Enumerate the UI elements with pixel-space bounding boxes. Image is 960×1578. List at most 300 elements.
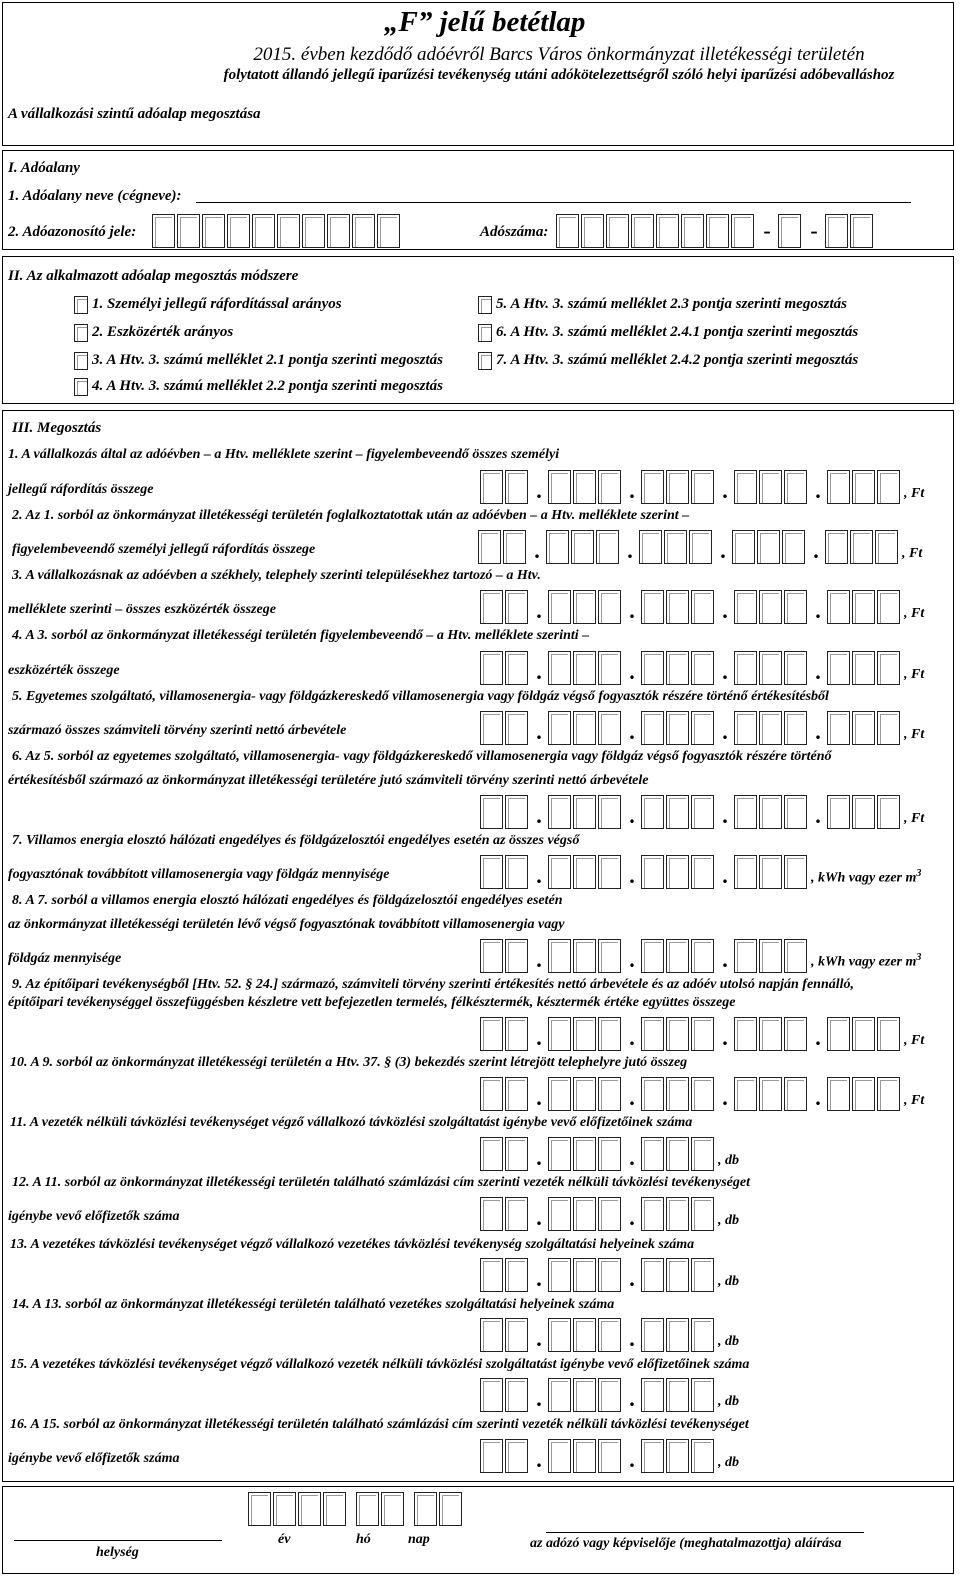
method-checkbox-5[interactable] (478, 296, 492, 314)
digit-box[interactable] (480, 855, 503, 889)
digit-box[interactable] (548, 1017, 571, 1051)
digit-box[interactable] (877, 470, 900, 504)
digit-box[interactable] (666, 1439, 689, 1473)
row-13-count-field[interactable] (480, 1256, 739, 1292)
digit-box[interactable] (691, 1258, 714, 1292)
signature-field[interactable] (546, 1518, 864, 1533)
digit-box[interactable] (691, 711, 714, 745)
digit-box[interactable] (505, 855, 528, 889)
digit-box[interactable] (641, 711, 664, 745)
digit-box[interactable] (666, 470, 689, 504)
thousands-separator: . (536, 1025, 542, 1050)
digit-box[interactable] (666, 1258, 689, 1292)
date-field[interactable] (248, 1490, 464, 1526)
digit-box[interactable] (598, 795, 621, 829)
digit-box[interactable] (664, 530, 687, 564)
digit-box[interactable] (505, 470, 528, 504)
digit-box[interactable] (666, 1077, 689, 1111)
digit-box[interactable] (352, 214, 375, 248)
digit-box[interactable] (177, 214, 200, 248)
digit-box[interactable] (691, 939, 714, 973)
digit-box[interactable] (827, 470, 850, 504)
digit-box[interactable] (827, 1017, 850, 1051)
method-option-1: 1. Személyi jellegű ráfordítással arányos (92, 296, 342, 312)
digit-box[interactable] (505, 939, 528, 973)
method-option-6: 6. A Htv. 3. számú melléklet 2.4.1 pontja szerinti megosztás (496, 324, 859, 340)
digit-box[interactable] (505, 651, 528, 685)
digit-box[interactable] (505, 590, 528, 624)
page-title: „F” jelű betétlap (384, 6, 586, 38)
method-checkbox-2[interactable] (74, 324, 88, 342)
digit-box[interactable] (641, 1258, 664, 1292)
digit-box[interactable] (877, 1077, 900, 1111)
digit-box[interactable] (548, 1318, 571, 1352)
digit-box[interactable] (505, 795, 528, 829)
digit-box[interactable] (656, 214, 679, 248)
digit-box[interactable] (573, 939, 596, 973)
digit-box[interactable] (598, 1197, 621, 1231)
digit-box[interactable] (573, 1439, 596, 1473)
unit-text: , db (718, 1213, 739, 1228)
digit-box[interactable] (691, 1378, 714, 1412)
unit-text: , Ft (904, 486, 925, 501)
thousands-separator: . (629, 803, 635, 828)
row-4-text-a: 4. A 3. sorból az önkormányzat illetékességi területén figyelembeveendő – a Htv. melléklete szerinti – (12, 628, 590, 643)
row-11-text: 11. A vezeték nélküli távközlési tevékenységet végző vállalkozó távközlési szolgáltatást igénybe vevő előfizetőinek száma (10, 1115, 693, 1130)
method-checkbox-7[interactable] (478, 352, 492, 370)
digit-box[interactable] (852, 1077, 875, 1111)
digit-box[interactable] (875, 530, 898, 564)
digit-box[interactable] (734, 470, 757, 504)
digit-box[interactable] (548, 795, 571, 829)
digit-box[interactable] (784, 470, 807, 504)
digit-box[interactable] (548, 855, 571, 889)
digit-box[interactable] (548, 651, 571, 685)
tax-number-field[interactable] (556, 212, 875, 248)
digit-box[interactable] (152, 214, 175, 248)
thousands-separator: . (536, 1447, 542, 1472)
digit-box[interactable] (598, 470, 621, 504)
taxpayer-name-field[interactable] (196, 184, 911, 203)
row-16-count-field[interactable] (480, 1437, 739, 1473)
digit-box[interactable] (759, 651, 782, 685)
digit-box[interactable] (691, 1197, 714, 1231)
digit-box[interactable] (734, 651, 757, 685)
digit-box[interactable] (377, 214, 400, 248)
digit-box[interactable] (598, 590, 621, 624)
digit-box[interactable] (734, 1017, 757, 1051)
digit-box[interactable] (581, 214, 604, 248)
digit-box[interactable] (759, 711, 782, 745)
digit-box[interactable] (784, 939, 807, 973)
digit-box[interactable] (480, 1077, 503, 1111)
digit-box[interactable] (784, 590, 807, 624)
date-digit-box[interactable] (414, 1492, 437, 1526)
digit-box[interactable] (606, 214, 629, 248)
digit-box[interactable] (759, 855, 782, 889)
date-digit-box[interactable] (298, 1492, 321, 1526)
unit-label (718, 1392, 739, 1412)
digit-box[interactable] (573, 1258, 596, 1292)
digit-box[interactable] (277, 214, 300, 248)
unit-text: , db (718, 1455, 739, 1470)
thousands-separator: . (629, 1085, 635, 1110)
digit-box[interactable] (480, 1378, 503, 1412)
digit-box[interactable] (666, 1197, 689, 1231)
thousands-separator: . (813, 538, 819, 563)
digit-box[interactable] (759, 1017, 782, 1051)
date-digit-box[interactable] (356, 1492, 379, 1526)
digit-box[interactable] (573, 1137, 596, 1171)
digit-box[interactable] (691, 1017, 714, 1051)
digit-box[interactable] (732, 530, 755, 564)
digit-box[interactable] (571, 530, 594, 564)
month-label: hó (356, 1532, 371, 1547)
digit-box[interactable] (639, 530, 662, 564)
digit-box[interactable] (784, 711, 807, 745)
digit-box[interactable] (480, 1137, 503, 1171)
allocation-label: A vállalkozási szintű adóalap megosztása (8, 106, 261, 122)
row-5-amount-field[interactable] (480, 709, 924, 745)
digit-box[interactable] (480, 1439, 503, 1473)
tax-id-field[interactable] (152, 212, 402, 248)
digit-box[interactable] (666, 1378, 689, 1412)
unit-label (718, 1272, 739, 1292)
digit-box[interactable] (598, 855, 621, 889)
digit-box[interactable] (548, 470, 571, 504)
digit-box[interactable] (573, 711, 596, 745)
row-15-count-field[interactable] (480, 1376, 739, 1412)
digit-box[interactable] (641, 651, 664, 685)
digit-box[interactable] (548, 939, 571, 973)
digit-box[interactable] (734, 590, 757, 624)
digit-box[interactable] (778, 214, 801, 248)
digit-box[interactable] (827, 1077, 850, 1111)
unit-text: , Ft (904, 606, 925, 621)
header-subtitle: 2015. évben kezdődő adóévről Barcs Város önkormányzat illetékességi területén (253, 44, 865, 65)
digit-box[interactable] (480, 795, 503, 829)
digit-box[interactable] (666, 1017, 689, 1051)
digit-box[interactable] (546, 530, 569, 564)
digit-box[interactable] (877, 795, 900, 829)
thousands-separator: . (722, 659, 728, 684)
digit-box[interactable] (598, 1318, 621, 1352)
digit-box[interactable] (852, 795, 875, 829)
digit-box[interactable] (706, 214, 729, 248)
row-2-amount-field[interactable] (478, 528, 922, 564)
digit-box[interactable] (598, 1258, 621, 1292)
digit-box[interactable] (782, 530, 805, 564)
thousands-separator: . (536, 1205, 542, 1230)
row-14-count-field[interactable] (480, 1316, 739, 1352)
digit-box[interactable] (573, 1197, 596, 1231)
unit-label (718, 1151, 739, 1171)
row-14-text: 14. A 13. sorból az önkormányzat illetékességi területén található vezetékes szolgáltatási helyeinek száma (12, 1297, 615, 1312)
digit-box[interactable] (480, 470, 503, 504)
digit-box[interactable] (757, 530, 780, 564)
unit-label (811, 948, 921, 973)
digit-box[interactable] (548, 1197, 571, 1231)
date-digit-box[interactable] (381, 1492, 404, 1526)
digit-box[interactable] (480, 1258, 503, 1292)
method-option-4: 4. A Htv. 3. számú melléklet 2.2 pontja szerinti megosztás (92, 378, 443, 394)
digit-box[interactable] (759, 470, 782, 504)
row-9-amount-field[interactable] (480, 1015, 924, 1051)
digit-box[interactable] (641, 1378, 664, 1412)
digit-box[interactable] (691, 470, 714, 504)
digit-box[interactable] (573, 470, 596, 504)
thousands-separator: . (720, 538, 726, 563)
digit-box[interactable] (548, 1378, 571, 1412)
method-option-2: 2. Eszközérték arányos (92, 324, 234, 340)
unit-text: , db (718, 1274, 739, 1289)
tax-id-label: 2. Adóazonosító jele: (8, 224, 137, 240)
digit-box[interactable] (227, 214, 250, 248)
digit-box[interactable] (596, 530, 619, 564)
digit-box[interactable] (691, 651, 714, 685)
thousands-separator: . (629, 1145, 635, 1170)
digit-box[interactable] (691, 1077, 714, 1111)
row-5-text-b: származó összes számviteli törvény szerinti nettó árbevétele (8, 723, 347, 738)
digit-box[interactable] (480, 1318, 503, 1352)
row-8-quantity-field[interactable] (480, 937, 921, 973)
digit-box[interactable] (731, 214, 754, 248)
digit-box[interactable] (852, 711, 875, 745)
digit-box[interactable] (641, 1197, 664, 1231)
digit-box[interactable] (598, 1378, 621, 1412)
digit-box[interactable] (302, 214, 325, 248)
row-6-text-b: értékesítésből származó az önkormányzat illetékességi területére jutó számviteli törvény szerinti nettó árbevétele (8, 773, 649, 788)
digit-box[interactable] (852, 651, 875, 685)
digit-box[interactable] (548, 590, 571, 624)
digit-box[interactable] (505, 1077, 528, 1111)
digit-box[interactable] (852, 1017, 875, 1051)
date-digit-box[interactable] (248, 1492, 271, 1526)
digit-box[interactable] (877, 711, 900, 745)
digit-box[interactable] (505, 1137, 528, 1171)
date-digit-box[interactable] (273, 1492, 296, 1526)
digit-box[interactable] (691, 855, 714, 889)
digit-box[interactable] (598, 939, 621, 973)
digit-box[interactable] (759, 795, 782, 829)
digit-box[interactable] (480, 1197, 503, 1231)
digit-box[interactable] (825, 214, 848, 248)
digit-box[interactable] (598, 1439, 621, 1473)
digit-box[interactable] (252, 214, 275, 248)
digit-box[interactable] (598, 1077, 621, 1111)
digit-box[interactable] (827, 711, 850, 745)
thousands-separator: . (629, 719, 635, 744)
row-10-text: 10. A 9. sorból az önkormányzat illetékességi területén a Htv. 37. § (3) bekezdés szerint létrejött telephelyre jutó összeg (10, 1055, 688, 1070)
method-checkbox-6[interactable] (478, 324, 492, 342)
digit-box[interactable] (827, 651, 850, 685)
row-10-amount-field[interactable] (480, 1075, 924, 1111)
digit-box[interactable] (689, 530, 712, 564)
digit-box[interactable] (573, 855, 596, 889)
unit-label (718, 1453, 739, 1473)
separator-dash: - (763, 218, 771, 243)
digit-box[interactable] (480, 711, 503, 745)
digit-box[interactable] (548, 1439, 571, 1473)
digit-box[interactable] (573, 1318, 596, 1352)
method-option-7: 7. A Htv. 3. számú melléklet 2.4.2 pontja szerinti megosztás (496, 352, 859, 368)
digit-box[interactable] (641, 1137, 664, 1171)
digit-box[interactable] (850, 214, 873, 248)
digit-box[interactable] (573, 1017, 596, 1051)
thousands-separator: . (815, 659, 821, 684)
digit-box[interactable] (641, 1318, 664, 1352)
digit-box[interactable] (641, 1439, 664, 1473)
digit-box[interactable] (505, 1318, 528, 1352)
day-label: nap (408, 1532, 430, 1547)
digit-box[interactable] (681, 214, 704, 248)
digit-box[interactable] (759, 939, 782, 973)
digit-box[interactable] (734, 855, 757, 889)
digit-box[interactable] (666, 590, 689, 624)
unit-label (902, 544, 922, 564)
digit-box[interactable] (734, 795, 757, 829)
thousands-separator: . (815, 1085, 821, 1110)
row-7-quantity-field[interactable] (480, 853, 921, 889)
digit-box[interactable] (825, 530, 848, 564)
digit-box[interactable] (548, 1077, 571, 1111)
digit-box[interactable] (666, 1318, 689, 1352)
digit-box[interactable] (666, 711, 689, 745)
digit-box[interactable] (505, 1017, 528, 1051)
thousands-separator: . (536, 1085, 542, 1110)
method-checkbox-3[interactable] (74, 352, 88, 370)
unit-label (904, 484, 924, 504)
digit-box[interactable] (548, 1258, 571, 1292)
digit-box[interactable] (556, 214, 579, 248)
row-3-amount-field[interactable] (480, 588, 924, 624)
thousands-separator: . (629, 1447, 635, 1472)
digit-box[interactable] (850, 530, 873, 564)
digit-box[interactable] (641, 795, 664, 829)
unit-text: , db (718, 1394, 739, 1409)
digit-box[interactable] (691, 795, 714, 829)
digit-box[interactable] (505, 1378, 528, 1412)
digit-box[interactable] (641, 855, 664, 889)
digit-box[interactable] (598, 651, 621, 685)
digit-box[interactable] (784, 795, 807, 829)
digit-box[interactable] (480, 1017, 503, 1051)
unit-text: , Ft (902, 546, 923, 561)
digit-box[interactable] (548, 711, 571, 745)
row-12-text-b: igénybe vevő előfizetők száma (8, 1209, 180, 1224)
digit-box[interactable] (877, 1017, 900, 1051)
digit-box[interactable] (598, 711, 621, 745)
thousands-separator: . (629, 598, 635, 623)
date-digit-box[interactable] (439, 1492, 462, 1526)
digit-box[interactable] (691, 1439, 714, 1473)
row-7-text-a: 7. Villamos energia elosztó hálózati engedélyes és földgázelosztói engedélyes esetén az összes végső (12, 833, 580, 848)
digit-box[interactable] (598, 1017, 621, 1051)
method-checkbox-1[interactable] (74, 296, 88, 314)
digit-box[interactable] (852, 590, 875, 624)
digit-box[interactable] (573, 1077, 596, 1111)
digit-box[interactable] (666, 1137, 689, 1171)
row-1-amount-field[interactable] (480, 468, 924, 504)
digit-box[interactable] (827, 795, 850, 829)
digit-box[interactable] (327, 214, 350, 248)
digit-box[interactable] (666, 795, 689, 829)
thousands-separator: . (629, 1326, 635, 1351)
digit-box[interactable] (827, 590, 850, 624)
digit-box[interactable] (759, 590, 782, 624)
digit-box[interactable] (877, 590, 900, 624)
digit-box[interactable] (691, 590, 714, 624)
digit-box[interactable] (641, 470, 664, 504)
method-option-3: 3. A Htv. 3. számú melléklet 2.1 pontja szerinti megosztás (92, 352, 443, 368)
place-field[interactable] (14, 1524, 222, 1541)
row-12-count-field[interactable] (480, 1195, 739, 1231)
digit-box[interactable] (666, 855, 689, 889)
digit-box[interactable] (480, 939, 503, 973)
digit-box[interactable] (573, 1378, 596, 1412)
digit-box[interactable] (598, 1137, 621, 1171)
digit-box[interactable] (478, 530, 501, 564)
row-3-text-b: melléklete szerinti – összes eszközérték összege (8, 602, 276, 617)
row-16-text-a: 16. A 15. sorból az önkormányzat illetékességi területén található számlázási cím szerinti vezeték nélküli távközlési tevékenységet (10, 1417, 749, 1432)
digit-box[interactable] (202, 214, 225, 248)
digit-box[interactable] (691, 1137, 714, 1171)
row-11-count-field[interactable] (480, 1135, 739, 1171)
digit-box[interactable] (480, 651, 503, 685)
row-5-text-a: 5. Egyetemes szolgáltató, villamosenergia- vagy földgázkereskedő villamosenergia vagy földgáz végső fogyasztók részére történő értékesítésből (12, 689, 829, 704)
digit-box[interactable] (505, 1258, 528, 1292)
digit-box[interactable] (784, 855, 807, 889)
digit-box[interactable] (480, 590, 503, 624)
digit-box[interactable] (573, 590, 596, 624)
date-digit-box[interactable] (323, 1492, 346, 1526)
unit-superscript: 3 (916, 868, 922, 880)
row-12-text-a: 12. A 11. sorból az önkormányzat illetékességi területén található számlázási cím szerinti vezeték nélküli távközlési tevékenységet (12, 1175, 750, 1190)
digit-box[interactable] (759, 1077, 782, 1111)
thousands-separator: . (815, 598, 821, 623)
digit-box[interactable] (641, 1017, 664, 1051)
digit-box[interactable] (503, 530, 526, 564)
digit-box[interactable] (734, 939, 757, 973)
digit-box[interactable] (734, 1077, 757, 1111)
digit-box[interactable] (548, 1137, 571, 1171)
thousands-separator: . (629, 1025, 635, 1050)
digit-box[interactable] (505, 1439, 528, 1473)
digit-box[interactable] (784, 1017, 807, 1051)
digit-box[interactable] (641, 939, 664, 973)
unit-text: , kWh vagy ezer m (811, 955, 917, 970)
row-2-text-b: figyelembeveendő személyi jellegű ráfordítás összege (12, 542, 316, 557)
digit-box[interactable] (573, 795, 596, 829)
digit-box[interactable] (666, 939, 689, 973)
digit-box[interactable] (852, 470, 875, 504)
digit-box[interactable] (573, 651, 596, 685)
digit-box[interactable] (784, 651, 807, 685)
method-checkbox-4[interactable] (74, 378, 88, 396)
digit-box[interactable] (784, 1077, 807, 1111)
digit-box[interactable] (505, 711, 528, 745)
digit-box[interactable] (641, 1077, 664, 1111)
digit-box[interactable] (877, 651, 900, 685)
digit-box[interactable] (631, 214, 654, 248)
digit-box[interactable] (691, 1318, 714, 1352)
digit-box[interactable] (734, 711, 757, 745)
digit-box[interactable] (641, 590, 664, 624)
row-4-amount-field[interactable] (480, 649, 924, 685)
digit-box[interactable] (505, 1197, 528, 1231)
row-6-amount-field[interactable] (480, 793, 924, 829)
digit-box[interactable] (666, 651, 689, 685)
